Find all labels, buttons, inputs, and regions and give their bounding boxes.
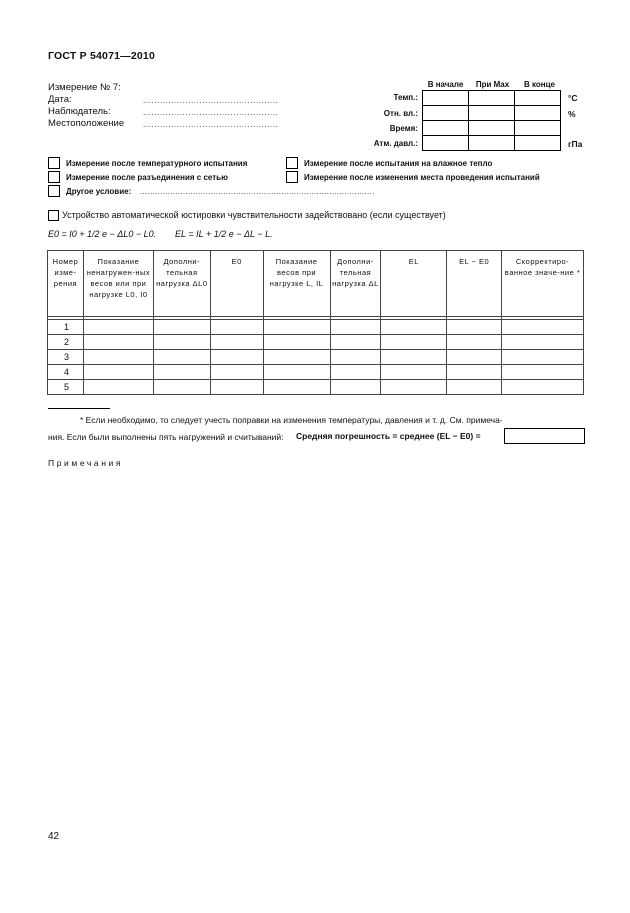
after-temp-label: Измерение после температурного испытания: [66, 159, 248, 168]
after-temp-checkbox[interactable]: [48, 157, 60, 169]
col-end-header: В конце: [524, 80, 555, 89]
time-start-cell[interactable]: [423, 121, 469, 136]
other-condition-checkbox[interactable]: [48, 185, 60, 197]
col-header-extra-load: Дополни-тельная нагрузка ΔL: [330, 251, 381, 317]
auto-adjust-label: Устройство автоматической юстировки чувствительности задействовано (если существует): [62, 210, 446, 220]
time-row-label: Время:: [389, 124, 418, 133]
observer-label: Наблюдатель:: [48, 106, 111, 117]
after-move-checkbox[interactable]: [286, 171, 298, 183]
after-damp-checkbox[interactable]: [286, 157, 298, 169]
page-number: 42: [48, 831, 60, 842]
humidity-row-label: Отн. вл.:: [383, 109, 418, 118]
page-header: ГОСТ Р 54071—2010: [48, 50, 156, 62]
col-header-el: EL: [381, 251, 447, 317]
table-row: [48, 365, 584, 380]
mean-error-label: Средняя погрешность = среднее (EL − E0) =: [296, 431, 481, 441]
time-max-cell[interactable]: [469, 121, 515, 136]
humidity-max-cell[interactable]: [469, 106, 515, 121]
location-dotted-line[interactable]: ................................................: [143, 120, 279, 129]
table-row: [48, 380, 584, 395]
notes-heading: Примечания: [48, 458, 124, 468]
temp-unit: °C: [568, 93, 578, 103]
col-header-extra-load-0: Дополни-тельная нагрузка ΔL0: [153, 251, 210, 317]
footnote-text-line2: ния. Если были выполнены пять нагружений и считываний:: [48, 432, 284, 442]
col-header-e0: E0: [210, 251, 263, 317]
date-label: Дата:: [48, 94, 72, 105]
time-end-cell[interactable]: [515, 121, 561, 136]
table-row: [48, 350, 584, 365]
temp-start-cell[interactable]: [423, 91, 469, 106]
col-header-el-minus-e0: EL − E0: [447, 251, 502, 317]
temp-row-label: Темп.:: [393, 93, 418, 102]
table-row: [48, 335, 584, 350]
col-start-header: В начале: [427, 80, 464, 89]
row-number: 5: [48, 380, 84, 395]
location-label: Местоположение: [48, 118, 125, 129]
pressure-unit: гПа: [568, 139, 583, 149]
col-header-loaded: Показание весов при нагрузке L, IL: [263, 251, 330, 317]
auto-adjust-checkbox[interactable]: [48, 210, 59, 221]
after-disconnect-checkbox[interactable]: [48, 171, 60, 183]
other-condition-label: Другое условие:: [66, 187, 132, 196]
mean-error-box[interactable]: [504, 428, 585, 444]
row-number: 1: [48, 320, 84, 335]
temp-max-cell[interactable]: [469, 91, 515, 106]
humidity-end-cell[interactable]: [515, 106, 561, 121]
pressure-start-cell[interactable]: [423, 136, 469, 151]
conditions-grid: [422, 90, 561, 151]
other-condition-dotted-line[interactable]: .............................................................................................: [140, 187, 375, 196]
after-damp-label: Измерение после испытания на влажное тепло: [304, 159, 493, 168]
footnote-separator: [48, 408, 110, 409]
col-header-number: Номер изме-рения: [48, 251, 84, 317]
formula-el: EL = IL + 1/2 e − ΔL − L.: [175, 229, 273, 239]
pressure-end-cell[interactable]: [515, 136, 561, 151]
row-number: 2: [48, 335, 84, 350]
col-header-unloaded: Показание ненагружен-ных весов или при нагрузке L0, I0: [83, 251, 153, 317]
observer-dotted-line[interactable]: ................................................: [143, 108, 279, 117]
table-row: [48, 320, 584, 335]
col-header-corrected: Скорректиро-ванное значе-ние *: [502, 251, 584, 317]
row-number: 3: [48, 350, 84, 365]
measurement-table: [47, 250, 584, 395]
humidity-start-cell[interactable]: [423, 106, 469, 121]
date-dotted-line[interactable]: ................................................: [143, 96, 279, 105]
row-number: 4: [48, 365, 84, 380]
col-max-header: При Max: [475, 80, 510, 89]
after-move-label: Измерение после изменения места проведения испытаний: [304, 173, 540, 182]
temp-end-cell[interactable]: [515, 91, 561, 106]
after-disconnect-label: Измерение после разъединения с сетью: [66, 173, 228, 182]
pressure-row-label: Атм. давл.:: [373, 139, 418, 148]
measurement-label: Измерение № 7:: [48, 82, 121, 93]
formula-e0: E0 = I0 + 1/2 e − ΔL0 − L0.: [48, 229, 157, 239]
humidity-unit: %: [568, 109, 576, 119]
footnote-text-line1: * Если необходимо, то следует учесть поправки на изменения температуры, давления и т. д. См. примеча-: [80, 415, 503, 425]
pressure-max-cell[interactable]: [469, 136, 515, 151]
